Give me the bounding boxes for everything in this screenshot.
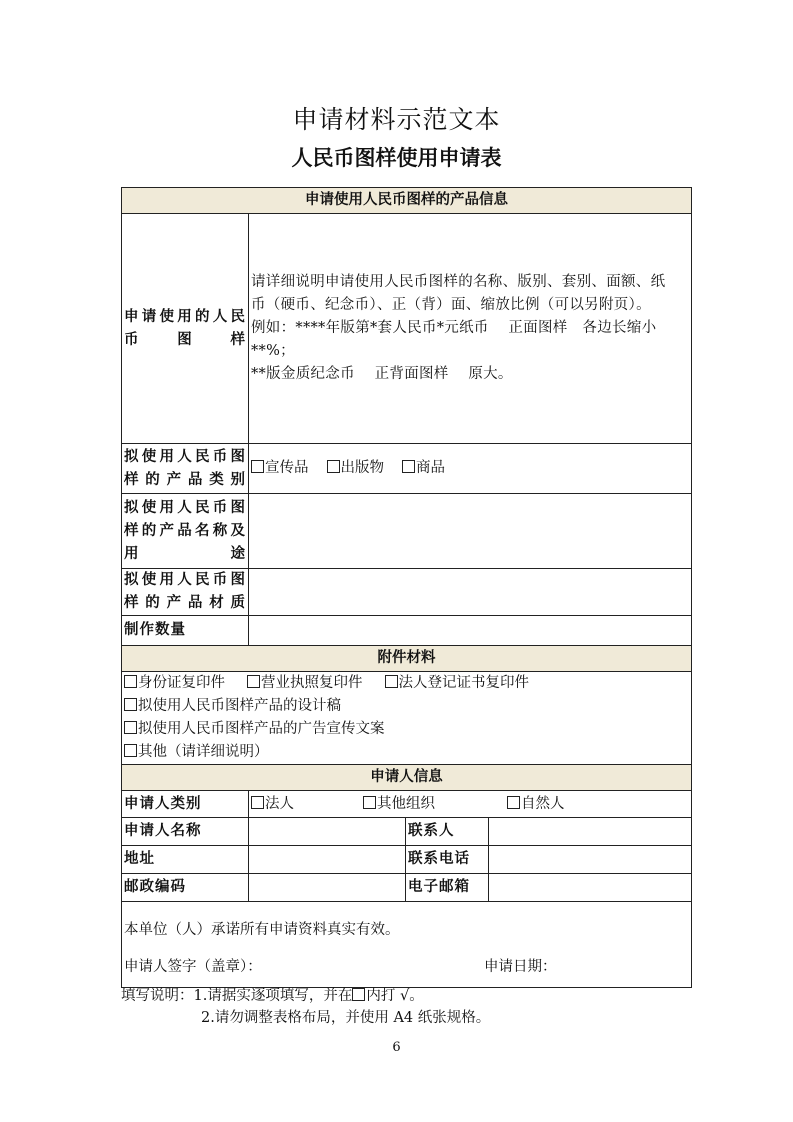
application-form-table — [121, 187, 692, 988]
section-header-product: 申请使用人民币图样的产品信息 — [122, 188, 692, 214]
checkbox-icon[interactable] — [402, 460, 415, 473]
checkbox-icon[interactable] — [507, 796, 520, 809]
product-name-field[interactable] — [249, 494, 692, 569]
checkbox-icon[interactable] — [363, 796, 376, 809]
contact-label: 联系人 — [406, 818, 489, 846]
contact-field[interactable] — [489, 818, 692, 846]
checkbox-icon[interactable] — [327, 460, 340, 473]
quantity-label: 制作数量 — [122, 616, 249, 646]
phone-field[interactable] — [489, 846, 692, 874]
applicant-name-label: 申请人名称 — [122, 818, 249, 846]
applicant-type-org[interactable]: 其他组织 — [363, 793, 507, 816]
applicant-type-legal[interactable]: 法人 — [251, 793, 363, 816]
attach-legal-cert-copy[interactable]: 法人登记证书复印件 — [385, 675, 530, 691]
sample-field[interactable] — [249, 214, 692, 444]
fill-instructions: 填写说明：1.请据实逐项填写，并在 内打 √。 2.请勿调整表格布局，并使用 A4 纸张规格。 — [121, 985, 490, 1029]
applicant-name-field[interactable] — [249, 818, 406, 846]
address-label: 地址 — [122, 846, 249, 874]
commitment-text: 本单位（人）承诺所有申请资料真实有效。 — [124, 922, 400, 938]
sample-label: 申请使用的人民币图样 — [122, 214, 249, 444]
attach-design-draft[interactable]: 拟使用人民币图样产品的设计稿 — [124, 695, 689, 718]
attach-ad-copy[interactable]: 拟使用人民币图样产品的广告宣传文案 — [124, 718, 689, 741]
commitment-cell — [122, 902, 692, 988]
checkbox-icon[interactable] — [251, 460, 264, 473]
quantity-field[interactable] — [249, 616, 692, 646]
applicant-type-person[interactable]: 自然人 — [507, 796, 565, 812]
attach-id-copy[interactable]: 身份证复印件 — [124, 675, 225, 691]
checkbox-icon[interactable] — [124, 721, 137, 734]
section-header-attachments: 附件材料 — [122, 646, 692, 672]
category-options — [249, 444, 692, 494]
date-label: 申请日期： — [484, 959, 557, 975]
postcode-label: 邮政编码 — [122, 874, 249, 902]
applicant-type-label: 申请人类别 — [122, 791, 249, 818]
sample-hint-line: **%； — [251, 343, 295, 359]
address-field[interactable] — [249, 846, 406, 874]
category-option-promo[interactable]: 宣传品 — [251, 460, 309, 476]
category-label: 拟使用人民币图样的产品类别 — [122, 444, 249, 494]
page-title: 申请材料示范文本 — [292, 105, 501, 134]
checkbox-icon[interactable] — [251, 796, 264, 809]
sample-hint-line: **版金质纪念币 正背面图样 原大。 — [251, 366, 513, 382]
attachments-list — [122, 672, 692, 765]
email-label: 电子邮箱 — [406, 874, 489, 902]
checkbox-icon[interactable] — [124, 675, 137, 688]
checkbox-icon[interactable] — [124, 744, 137, 757]
page-number: 6 — [392, 1040, 401, 1055]
signature-label: 申请人签字（盖章）： — [124, 959, 262, 975]
phone-label: 联系电话 — [406, 846, 489, 874]
applicant-type-options — [249, 791, 692, 818]
checkbox-icon[interactable] — [124, 698, 137, 711]
checkbox-icon[interactable] — [385, 675, 398, 688]
material-field[interactable] — [249, 569, 692, 616]
attach-other[interactable]: 其他（请详细说明） — [124, 741, 689, 764]
section-header-applicant: 申请人信息 — [122, 765, 692, 791]
product-name-label: 拟使用人民币图样的产品名称及用途 — [122, 494, 249, 569]
form-title: 人民币图样使用申请表 — [291, 146, 502, 170]
sample-hint-line: 例如：****年版第*套人民币*元纸币 正面图样 各边长缩小 — [251, 320, 657, 336]
instructions-line1: 填写说明：1.请据实逐项填写，并在 — [121, 988, 353, 1004]
postcode-field[interactable] — [249, 874, 406, 902]
category-option-publication[interactable]: 出版物 — [327, 460, 385, 476]
attach-license-copy[interactable]: 营业执照复印件 — [247, 675, 363, 691]
material-label: 拟使用人民币图样的产品材质 — [122, 569, 249, 616]
category-option-goods[interactable]: 商品 — [402, 460, 445, 476]
sample-hint-line: 请详细说明申请使用人民币图样的名称、版别、套别、面额、纸 — [251, 274, 666, 290]
instructions-line2: 2.请勿调整表格布局，并使用 A4 纸张规格。 — [201, 1010, 491, 1026]
email-field[interactable] — [489, 874, 692, 902]
checkbox-icon — [352, 988, 365, 1001]
sample-hint-line: 币（硬币、纪念币）、正（背）面、缩放比例（可以另附页）。 — [251, 297, 651, 313]
checkbox-icon[interactable] — [247, 675, 260, 688]
